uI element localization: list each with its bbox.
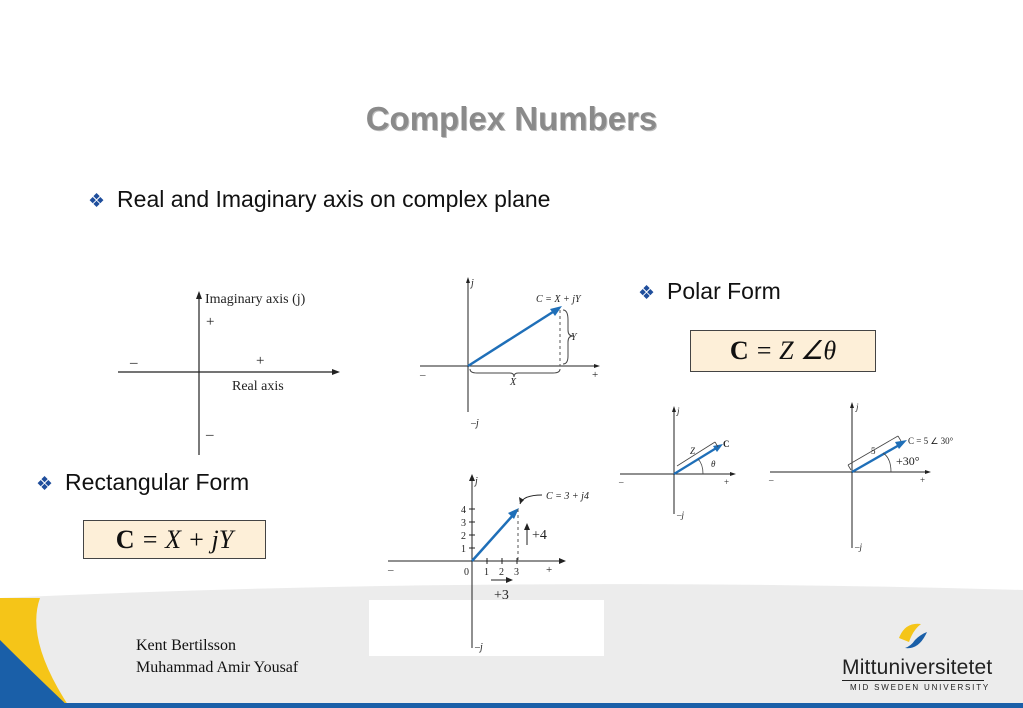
x-tick: 0 xyxy=(464,567,469,578)
author-name: Muhammad Amir Yousaf xyxy=(136,659,299,676)
plus3-label: +3 xyxy=(494,588,509,603)
minus-label: – xyxy=(769,475,774,485)
formula-c: C xyxy=(115,524,135,554)
author-name: Kent Bertilsson xyxy=(136,637,236,654)
j-label: j xyxy=(471,278,474,289)
bullet-rectangular xyxy=(36,469,249,496)
page-title: Complex Numbers xyxy=(365,100,658,137)
formula-rest: = Z ∠θ xyxy=(755,336,837,365)
neg-j-label: –j xyxy=(677,510,685,520)
plus-right: + xyxy=(256,353,265,369)
c-label: C = X + jY xyxy=(536,294,581,305)
j-label: j xyxy=(677,406,680,416)
x-tick: 3 xyxy=(514,567,519,578)
formula-rest: = X + jY xyxy=(141,524,234,554)
z-label: Z xyxy=(690,446,696,456)
polar-vector-diagram xyxy=(615,402,740,524)
plus-label: + xyxy=(724,477,730,487)
x-tick: 2 xyxy=(499,567,504,578)
minus-label: – xyxy=(619,477,624,487)
minus-label: – xyxy=(420,369,426,381)
plus-top: + xyxy=(206,314,215,330)
x-tick: 1 xyxy=(484,567,489,578)
neg-j-label: –j xyxy=(471,418,479,429)
minus-bottom: – xyxy=(206,427,214,443)
plus-label: + xyxy=(920,475,926,485)
university-logo-icon xyxy=(895,618,931,654)
j-label: j xyxy=(856,402,859,412)
c-label: C = 5 ∠ 30° xyxy=(908,436,954,446)
university-subtitle: MID SWEDEN UNIVERSITY xyxy=(850,683,991,692)
rectangular-vector-diagram xyxy=(415,272,605,434)
plus-label: + xyxy=(592,369,599,381)
university-name: Mittuniversitetet xyxy=(842,656,993,679)
plus-label: + xyxy=(546,564,553,576)
neg-j-label: –j xyxy=(475,642,483,653)
formula-c: C xyxy=(729,336,749,365)
diamond-bullet-icon: ❖ xyxy=(88,191,106,212)
bullet-text: Real and Imaginary axis on complex plane xyxy=(117,186,551,212)
bullet-polar xyxy=(638,278,781,305)
j-label: j xyxy=(475,476,478,487)
bullet-text: Rectangular Form xyxy=(65,469,250,495)
bullet-real-imag xyxy=(88,186,550,213)
y-tick: 4 xyxy=(461,505,466,516)
y-tick: 3 xyxy=(461,518,466,529)
rectangular-formula xyxy=(83,520,266,559)
c-label: C xyxy=(723,439,730,449)
minus-left: – xyxy=(130,355,138,371)
imag-axis-label: Imaginary axis (j) xyxy=(205,292,306,307)
neg-j-label: –j xyxy=(855,542,863,552)
y-label: Y xyxy=(571,332,577,343)
polar-formula xyxy=(690,330,876,372)
bullet-text: Polar Form xyxy=(667,278,781,304)
theta-label: θ xyxy=(711,459,716,469)
diamond-bullet-icon: ❖ xyxy=(36,474,54,495)
angle-label: +30° xyxy=(896,454,920,468)
footer-authors xyxy=(136,635,298,679)
real-axis-label: Real axis xyxy=(232,379,284,394)
x-label: X xyxy=(510,377,517,388)
c-label: C = 3 + j4 xyxy=(546,491,589,502)
five-label: 5 xyxy=(871,446,876,456)
polar-example-diagram xyxy=(765,398,965,556)
diamond-bullet-icon: ❖ xyxy=(638,283,656,304)
y-tick: 2 xyxy=(461,531,466,542)
minus-label: – xyxy=(388,564,394,576)
rectangular-example-diagram xyxy=(380,470,605,655)
logo-divider xyxy=(842,680,984,681)
y-tick: 1 xyxy=(461,544,466,555)
plus4-label: +4 xyxy=(532,528,547,543)
complex-plane-diagram xyxy=(110,285,350,460)
